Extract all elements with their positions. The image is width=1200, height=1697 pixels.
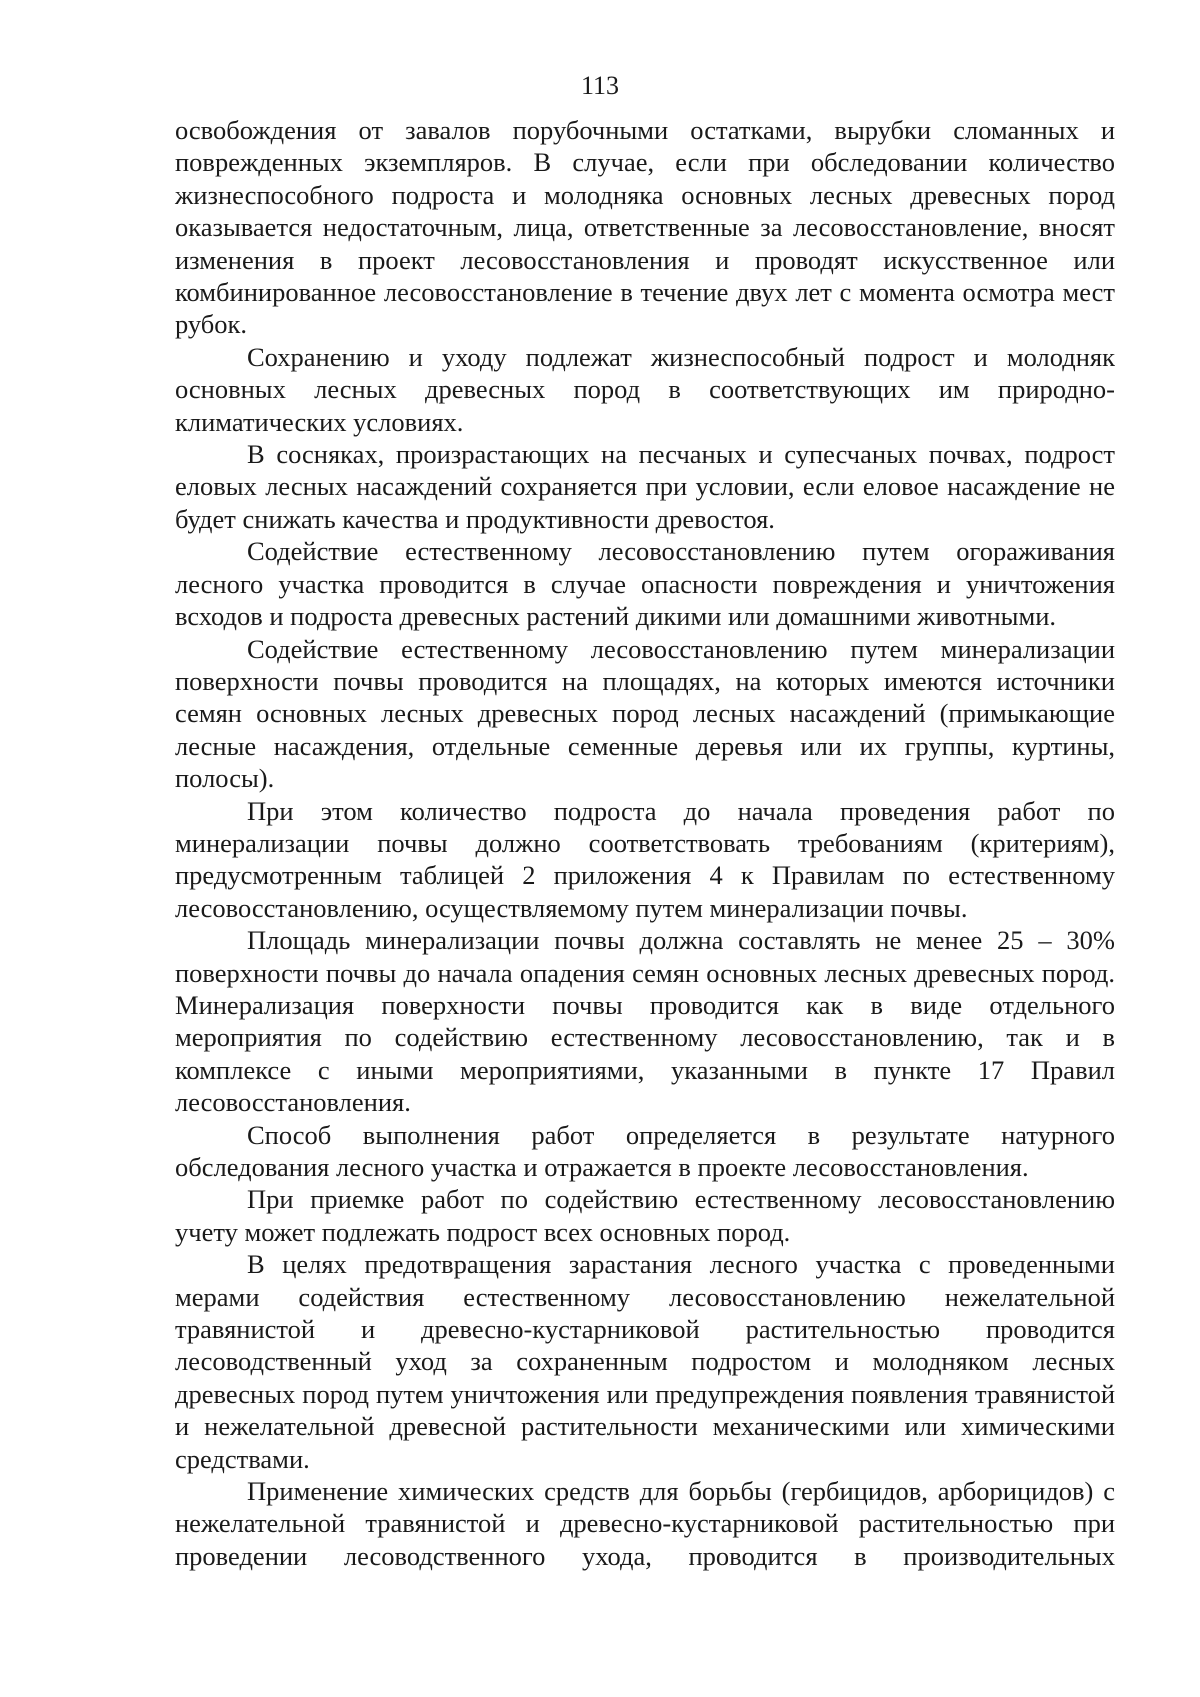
paragraph-continues-next-page: Применение химических средств для борьбы (гербицидов, арборицидов) с нежелательной травянистой и древесно-кустарниковой растительностью при проведении лесоводственного ухода, проводится в производительных: [175, 1476, 1115, 1571]
paragraph: Площадь минерализации почвы должна составлять не менее 25 – 30% поверхности почвы до начала опадения семян основных лесных древесных пород. Минерализация поверхности почвы проводится как в виде отдельного мероприятия по содействию естественному лесовосстановлению, так и в комплексе с иными мероприятиями, указанными в пункте 17 Правил лесовосстановления.: [175, 925, 1115, 1118]
paragraph: В сосняках, произрастающих на песчаных и супесчаных почвах, подрост еловых лесных насаждений сохраняется при условии, если еловое насаждение не будет снижать качества и продуктивности древостоя.: [175, 439, 1115, 534]
paragraph-continuation: освобождения от завалов порубочными остатками, вырубки сломанных и поврежденных экземпляров. В случае, если при обследовании количество жизнеспособного подроста и молодняка основных лесных древесных пород оказывается недостаточным, лица, ответственные за лесовосстановление, вносят изменения в проект лесовосстановления и проводят искусственное или комбинированное лесовосстановление в течение двух лет с момента осмотра мест рубок.: [175, 115, 1115, 340]
paragraph: При приемке работ по содействию естественному лесовосстановлению учету может подлежать подрост всех основных пород.: [175, 1184, 1115, 1247]
paragraph: Содействие естественному лесовосстановлению путем минерализации поверхности почвы проводится на площадях, на которых имеются источники семян основных лесных древесных пород лесных насаждений (примыкающие лесные насаждения, отдельные семенные деревья или их группы, куртины, полосы).: [175, 633, 1115, 794]
paragraph: Способ выполнения работ определяется в результате натурного обследования лесного участка и отражается в проекте лесовосстановления.: [175, 1119, 1115, 1182]
document-body: [175, 114, 1115, 1572]
paragraph: Сохранению и уходу подлежат жизнеспособный подрост и молодняк основных лесных древесных пород в соответствующих им природно-климатических условиях.: [175, 341, 1115, 437]
paragraph: Содействие естественному лесовосстановлению путем огораживания лесного участка проводится в случае опасности повреждения и уничтожения всходов и подроста древесных растений дикими или домашними животными.: [175, 536, 1115, 632]
page-number: 113: [580, 71, 620, 100]
paragraph: При этом количество подроста до начала проведения работ по минерализации почвы должно соответствовать требованиям (критериям), предусмотренным таблицей 2 приложения 4 к Правилам по естественному лесовосстановлению, осуществляемому путем минерализации почвы.: [175, 795, 1115, 923]
paragraph: В целях предотвращения зарастания лесного участка с проведенными мерами содействия естественному лесовосстановлению нежелательной травянистой и древесно-кустарниковой растительностью проводится лесоводственный уход за сохраненным подростом и молодняком лесных древесных пород путем уничтожения или предупреждения появления травянистой и нежелательной древесной растительности механическими или химическими средствами.: [175, 1249, 1115, 1474]
